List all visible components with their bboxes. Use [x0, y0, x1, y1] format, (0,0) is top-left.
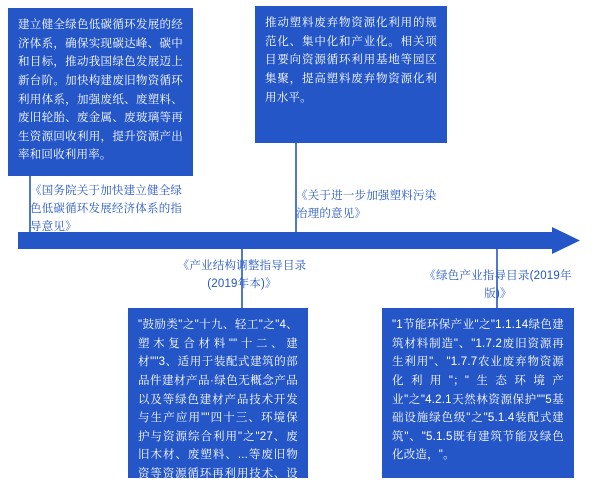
caption-state-council: 《国务院关于加快建立健全绿色低碳循环发展经济体系的指导意见》	[30, 185, 183, 233]
policy-box-state-council	[8, 8, 193, 176]
caption-green-industry-catalog: 《绿色产业指导目录(2019年版)》	[424, 270, 572, 300]
policy-box-state-council-text: 建立健全绿色低碳循环发展的经济体系，确保实现碳达峰、碳中和目标，推动我国绿色发展迈上新台阶。加快构建废旧物资循环利用体系，加强废纸、废塑料、废旧轮胎、废金属、废玻璃等再生资源回收利用，提升资源产出率和回收利用率。	[18, 19, 183, 162]
policy-box-green-industry-catalog-text: "1节能环保产业"之"1.1.14绿色建筑材料制造"、"1.7.2废旧资源再生利用"、"1.7.7农业废弃物资源化利用"；"生态环境产业"之"4.2.1天然林资源保护""5基础设施绿色级"之"5.1.4装配式建筑"、"5.1.5既有建筑节能及绿色化改造，"。	[392, 319, 564, 462]
policy-box-plastic-pollution	[255, 6, 447, 143]
policy-box-green-industry-catalog	[382, 308, 574, 478]
caption-plastic-pollution: 《关于进一步加强塑料污染治理的意见》	[296, 190, 437, 220]
policy-box-plastic-pollution-text: 推动塑料废弃物资源化利用的规范化、集中化和产业化。相关项目要向资源循环利用基地等园区集聚，提高塑料废弃物资源化利用水平。	[265, 17, 437, 104]
policy-box-industrial-catalog-text: "鼓励类"之"十九、轻工"之"4、塑木复合材料""十二、建材""3、适用于装配式建筑的部品件建材产品·绿色无概念产品以及等绿色建材产品技术开发与生产应用""四十三、环境保护与资源综合利用"之"27、废旧木材、废塑料、...等废旧物资等资源循环再利用技术、设备开发及应用"。	[138, 319, 298, 499]
caption-industrial-catalog: 《产业结构调整指导目录(2019年本)》	[177, 260, 307, 290]
policy-box-industrial-catalog	[128, 308, 308, 499]
